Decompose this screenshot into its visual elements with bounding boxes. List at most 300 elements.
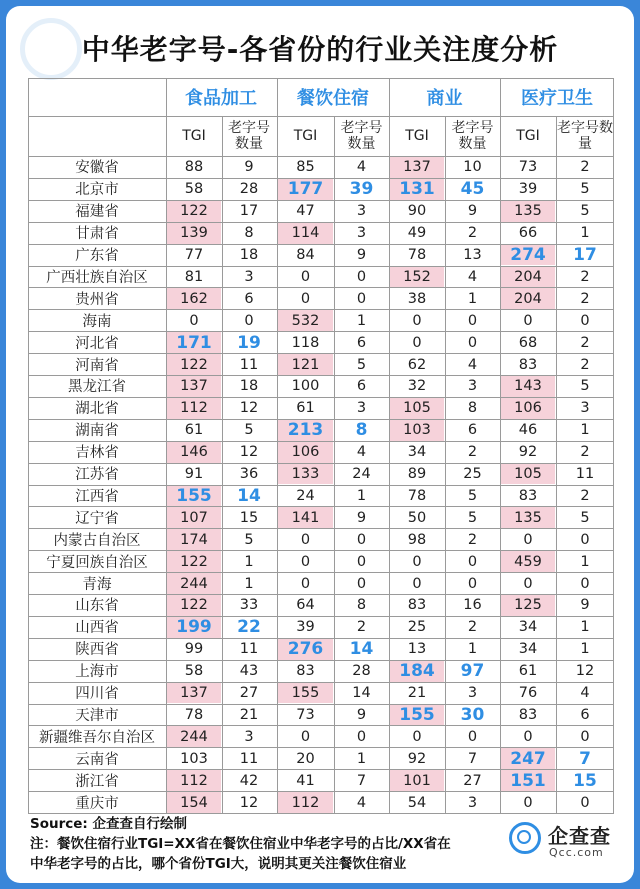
count-cell: 43 xyxy=(239,663,259,680)
row-rule xyxy=(28,244,614,245)
count-cell: 3 xyxy=(244,728,254,745)
province-label: 湖南省 xyxy=(75,423,119,440)
tgi-cell: 66 xyxy=(518,225,538,242)
count-cell: 9 xyxy=(467,203,478,220)
count-header: 老字号数量 xyxy=(451,120,494,152)
tgi-cell: 32 xyxy=(407,378,427,395)
brand-domain: Qcc.com xyxy=(549,846,604,859)
count-cell: 8 xyxy=(244,225,254,242)
tgi-cell: 62 xyxy=(407,356,427,373)
tgi-cell: 0 xyxy=(300,531,311,548)
count-cell: 28 xyxy=(352,663,371,680)
row-rule xyxy=(28,769,614,770)
row-rule xyxy=(28,725,614,726)
tgi-cell: 118 xyxy=(291,334,320,351)
subheader-rule xyxy=(28,116,614,117)
province-label: 上海市 xyxy=(75,664,119,681)
tgi-cell: 151 xyxy=(501,770,555,791)
province-label: 山西省 xyxy=(75,620,119,637)
count-cell: 27 xyxy=(239,685,259,702)
tgi-cell: 122 xyxy=(167,595,221,616)
count-cell: 2 xyxy=(580,444,590,461)
tgi-cell: 135 xyxy=(501,507,555,528)
tgi-cell: 20 xyxy=(296,750,315,767)
count-cell: 1 xyxy=(580,422,590,439)
count-cell: 5 xyxy=(467,509,478,526)
row-rule xyxy=(28,375,614,376)
province-label: 贵州省 xyxy=(75,291,119,308)
tgi-cell: 137 xyxy=(167,683,221,704)
tgi-cell: 98 xyxy=(407,531,427,548)
tgi-cell: 532 xyxy=(278,310,333,331)
tgi-cell: 184 xyxy=(390,661,444,682)
tgi-cell: 0 xyxy=(412,728,422,745)
tgi-cell: 83 xyxy=(407,597,427,614)
tgi-cell: 99 xyxy=(184,641,204,658)
count-cell: 0 xyxy=(467,575,478,592)
count-cell: 2 xyxy=(580,487,590,504)
tgi-cell: 171 xyxy=(167,332,221,353)
qcc-logo-inner-icon xyxy=(517,830,531,844)
tgi-cell: 24 xyxy=(296,487,315,504)
row-rule xyxy=(28,266,614,267)
count-cell: 2 xyxy=(467,444,478,461)
row-rule xyxy=(28,156,614,157)
count-cell: 1 xyxy=(580,619,590,636)
count-cell: 0 xyxy=(580,794,590,811)
tgi-cell: 146 xyxy=(167,442,221,463)
tgi-header: TGI xyxy=(405,128,429,144)
count-cell: 0 xyxy=(580,531,590,548)
count-cell: 4 xyxy=(356,159,367,176)
tgi-cell: 49 xyxy=(407,225,427,242)
province-label: 云南省 xyxy=(75,751,119,768)
tgi-cell: 61 xyxy=(184,422,204,439)
province-label: 湖北省 xyxy=(75,401,119,418)
count-cell: 4 xyxy=(356,794,367,811)
province-label: 四川省 xyxy=(75,686,119,703)
count-cell: 45 xyxy=(460,179,485,200)
col-rule xyxy=(277,78,278,813)
count-cell: 9 xyxy=(356,706,367,723)
row-rule xyxy=(28,638,614,639)
row-rule xyxy=(28,747,614,748)
tgi-cell: 114 xyxy=(278,223,333,244)
row-rule xyxy=(28,441,614,442)
tgi-cell: 41 xyxy=(296,772,315,789)
tgi-cell: 54 xyxy=(407,794,427,811)
tgi-cell: 204 xyxy=(501,267,555,288)
count-cell: 18 xyxy=(239,378,259,395)
count-cell: 24 xyxy=(352,466,371,483)
count-cell: 39 xyxy=(349,179,374,200)
tgi-cell: 177 xyxy=(278,179,333,200)
row-rule xyxy=(28,353,614,354)
count-cell: 11 xyxy=(239,750,259,767)
tgi-cell: 137 xyxy=(167,376,221,397)
tgi-cell: 0 xyxy=(300,553,311,570)
count-cell: 2 xyxy=(580,334,590,351)
count-cell: 19 xyxy=(237,332,261,353)
tgi-cell: 155 xyxy=(390,705,444,726)
count-cell: 5 xyxy=(244,422,254,439)
tgi-cell: 101 xyxy=(390,770,444,791)
tgi-cell: 0 xyxy=(300,290,311,307)
count-cell: 27 xyxy=(463,772,482,789)
tgi-cell: 92 xyxy=(518,444,538,461)
tgi-cell: 58 xyxy=(184,663,204,680)
tgi-cell: 247 xyxy=(501,748,555,769)
row-rule xyxy=(28,463,614,464)
count-cell: 0 xyxy=(356,268,367,285)
tgi-header: TGI xyxy=(182,128,206,144)
tgi-cell: 61 xyxy=(296,400,315,417)
province-label: 宁夏回族自治区 xyxy=(46,554,148,571)
province-label: 福建省 xyxy=(75,204,119,221)
tgi-cell: 155 xyxy=(167,486,221,507)
count-cell: 4 xyxy=(356,444,367,461)
count-cell: 14 xyxy=(237,485,261,506)
count-cell: 30 xyxy=(460,704,485,725)
count-cell: 0 xyxy=(580,312,590,329)
tgi-cell: 141 xyxy=(278,507,333,528)
header-top-rule xyxy=(28,78,614,79)
count-cell: 6 xyxy=(580,706,590,723)
tgi-cell: 0 xyxy=(523,312,533,329)
tgi-cell: 90 xyxy=(407,203,427,220)
province-label: 北京市 xyxy=(75,182,119,199)
tgi-cell: 34 xyxy=(518,619,538,636)
count-cell: 0 xyxy=(467,553,478,570)
count-cell: 12 xyxy=(575,663,595,680)
row-rule xyxy=(28,419,614,420)
count-cell: 0 xyxy=(467,312,478,329)
tgi-cell: 274 xyxy=(501,245,555,266)
count-cell: 1 xyxy=(244,553,254,570)
province-label: 河北省 xyxy=(75,335,119,352)
count-cell: 12 xyxy=(239,794,259,811)
count-cell: 1 xyxy=(580,641,590,658)
count-cell: 5 xyxy=(580,203,590,220)
province-label: 海南 xyxy=(82,313,112,330)
row-rule xyxy=(28,528,614,529)
tgi-cell: 0 xyxy=(412,312,422,329)
count-cell: 0 xyxy=(580,728,590,745)
count-cell: 21 xyxy=(239,706,259,723)
province-label: 吉林省 xyxy=(75,445,119,462)
tgi-cell: 46 xyxy=(518,422,538,439)
province-label: 天津市 xyxy=(75,707,119,724)
province-label: 广西壮族自治区 xyxy=(46,269,148,286)
industry-header: 商业 xyxy=(426,88,463,109)
count-cell: 3 xyxy=(467,378,478,395)
tgi-cell: 73 xyxy=(296,706,315,723)
count-cell: 6 xyxy=(244,290,254,307)
count-cell: 7 xyxy=(579,748,591,769)
tgi-cell: 199 xyxy=(167,617,221,638)
count-cell: 4 xyxy=(467,356,478,373)
count-cell: 1 xyxy=(467,641,478,658)
row-rule xyxy=(28,594,614,595)
count-cell: 15 xyxy=(239,509,259,526)
tgi-cell: 133 xyxy=(278,464,333,485)
tgi-cell: 244 xyxy=(167,573,221,594)
tgi-cell: 0 xyxy=(523,575,533,592)
count-header: 老字号数量 xyxy=(557,120,613,152)
tgi-cell: 78 xyxy=(184,706,204,723)
tgi-cell: 39 xyxy=(296,619,315,636)
tgi-cell: 0 xyxy=(523,728,533,745)
tgi-cell: 21 xyxy=(407,685,427,702)
tgi-cell: 112 xyxy=(167,398,221,419)
province-label: 重庆市 xyxy=(75,795,119,812)
count-cell: 0 xyxy=(356,728,367,745)
tgi-cell: 131 xyxy=(390,179,444,200)
count-cell: 18 xyxy=(239,247,259,264)
count-cell: 0 xyxy=(244,312,254,329)
count-cell: 2 xyxy=(580,290,590,307)
tgi-cell: 92 xyxy=(407,750,427,767)
count-cell: 3 xyxy=(356,203,367,220)
note-line-2: 中华老字号的占比，哪个省份TGI大，说明其更关注餐饮住宿业 xyxy=(30,856,407,872)
count-cell: 3 xyxy=(244,268,254,285)
tgi-cell: 154 xyxy=(167,792,221,813)
count-cell: 8 xyxy=(467,400,478,417)
count-cell: 17 xyxy=(239,203,259,220)
tgi-cell: 122 xyxy=(167,551,221,572)
tgi-cell: 112 xyxy=(278,792,333,813)
count-cell: 8 xyxy=(355,420,368,441)
row-rule xyxy=(28,397,614,398)
tgi-cell: 85 xyxy=(296,159,315,176)
count-cell: 4 xyxy=(580,685,590,702)
col-rule xyxy=(166,78,167,813)
count-cell: 9 xyxy=(580,597,590,614)
count-header: 老字号数量 xyxy=(228,120,270,152)
tgi-cell: 77 xyxy=(184,247,204,264)
col-rule xyxy=(28,78,29,813)
province-label: 浙江省 xyxy=(75,773,119,790)
tgi-cell: 47 xyxy=(296,203,315,220)
tgi-header: TGI xyxy=(293,128,318,144)
count-cell: 1 xyxy=(467,290,478,307)
tgi-cell: 83 xyxy=(518,487,538,504)
tgi-cell: 103 xyxy=(180,750,208,767)
tgi-cell: 155 xyxy=(278,683,333,704)
tgi-cell: 0 xyxy=(412,334,422,351)
tgi-cell: 459 xyxy=(501,551,555,572)
province-label: 青海 xyxy=(82,576,112,593)
tgi-cell: 38 xyxy=(407,290,427,307)
tgi-cell: 58 xyxy=(184,181,204,198)
count-cell: 1 xyxy=(244,575,254,592)
tgi-cell: 81 xyxy=(184,268,204,285)
count-cell: 0 xyxy=(580,575,590,592)
tgi-cell: 39 xyxy=(518,181,538,198)
count-cell: 14 xyxy=(352,685,371,702)
tgi-cell: 0 xyxy=(300,575,311,592)
count-cell: 2 xyxy=(356,619,367,636)
row-rule xyxy=(28,485,614,486)
count-cell: 3 xyxy=(467,794,478,811)
tgi-cell: 50 xyxy=(407,509,427,526)
tgi-cell: 125 xyxy=(501,595,555,616)
count-cell: 0 xyxy=(356,290,367,307)
count-cell: 1 xyxy=(580,553,590,570)
tgi-cell: 0 xyxy=(300,268,311,285)
count-cell: 2 xyxy=(467,531,478,548)
count-cell: 9 xyxy=(356,247,367,264)
tgi-cell: 152 xyxy=(390,267,444,288)
count-cell: 12 xyxy=(239,444,259,461)
row-rule xyxy=(28,572,614,573)
tgi-cell: 135 xyxy=(501,201,555,222)
note-line-1: 注：餐饮住宿行业TGI=XX省在餐饮住宿业中华老字号的占比/XX省在 xyxy=(30,836,451,852)
count-cell: 3 xyxy=(356,400,367,417)
col-rule xyxy=(222,116,223,813)
count-cell: 1 xyxy=(356,750,367,767)
tgi-cell: 0 xyxy=(523,794,533,811)
tgi-cell: 106 xyxy=(278,442,333,463)
tgi-cell: 91 xyxy=(184,466,204,483)
count-cell: 28 xyxy=(239,181,259,198)
province-label: 内蒙古自治区 xyxy=(53,532,141,549)
count-cell: 22 xyxy=(237,617,261,638)
count-cell: 97 xyxy=(460,661,485,682)
tgi-cell: 0 xyxy=(412,553,422,570)
tgi-cell: 213 xyxy=(278,420,333,441)
row-rule xyxy=(28,200,614,201)
tgi-cell: 73 xyxy=(518,159,538,176)
tgi-cell: 64 xyxy=(296,597,315,614)
count-header: 老字号数量 xyxy=(340,120,383,152)
count-cell: 5 xyxy=(244,531,254,548)
count-cell: 15 xyxy=(573,770,597,791)
tgi-cell: 107 xyxy=(167,507,221,528)
row-rule xyxy=(28,178,614,179)
count-cell: 3 xyxy=(580,400,590,417)
province-label: 山东省 xyxy=(75,598,119,615)
col-rule xyxy=(334,116,335,813)
tgi-cell: 103 xyxy=(390,420,444,441)
col-rule xyxy=(389,78,390,813)
count-cell: 2 xyxy=(580,159,590,176)
tgi-header: TGI xyxy=(516,128,540,144)
tgi-cell: 105 xyxy=(501,464,555,485)
industry-header: 食品加工 xyxy=(185,88,257,109)
tgi-cell: 78 xyxy=(407,247,427,264)
industry-header: 医疗卫生 xyxy=(521,88,593,109)
count-cell: 17 xyxy=(573,245,597,266)
tgi-cell: 137 xyxy=(390,157,444,178)
count-cell: 10 xyxy=(463,159,482,176)
source-text: Source: 企查查自行绘制 xyxy=(30,816,188,832)
tgi-cell: 112 xyxy=(167,770,221,791)
province-label: 江西省 xyxy=(75,488,119,505)
count-cell: 33 xyxy=(239,597,259,614)
tgi-cell: 83 xyxy=(518,706,538,723)
tgi-cell: 276 xyxy=(278,639,333,660)
tgi-cell: 162 xyxy=(167,288,221,309)
count-cell: 6 xyxy=(467,422,478,439)
row-rule xyxy=(28,309,614,310)
count-cell: 5 xyxy=(356,356,367,373)
tgi-cell: 13 xyxy=(407,641,427,658)
province-label: 甘肃省 xyxy=(75,226,119,243)
province-label: 安徽省 xyxy=(75,160,119,177)
count-cell: 6 xyxy=(356,334,367,351)
tgi-cell: 89 xyxy=(407,466,427,483)
tgi-cell: 105 xyxy=(390,398,444,419)
tgi-cell: 0 xyxy=(523,531,533,548)
count-cell: 11 xyxy=(239,641,259,658)
count-cell: 2 xyxy=(580,268,590,285)
count-cell: 25 xyxy=(463,466,482,483)
count-cell: 3 xyxy=(356,225,367,242)
tgi-cell: 121 xyxy=(278,354,333,375)
row-rule xyxy=(28,704,614,705)
tgi-cell: 76 xyxy=(518,685,538,702)
count-cell: 14 xyxy=(349,639,374,660)
count-cell: 0 xyxy=(467,334,478,351)
count-cell: 0 xyxy=(467,728,478,745)
count-cell: 0 xyxy=(356,575,367,592)
count-cell: 5 xyxy=(580,181,590,198)
count-cell: 11 xyxy=(239,356,259,373)
count-cell: 36 xyxy=(239,466,259,483)
count-cell: 3 xyxy=(467,685,478,702)
tgi-cell: 61 xyxy=(518,663,538,680)
row-rule xyxy=(28,506,614,507)
tgi-cell: 68 xyxy=(518,334,538,351)
tgi-cell: 0 xyxy=(300,728,311,745)
row-rule xyxy=(28,331,614,332)
tgi-cell: 88 xyxy=(184,159,204,176)
province-label: 陕西省 xyxy=(75,642,119,659)
chart-title: 中华老字号-各省份的行业关注度分析 xyxy=(81,33,559,66)
row-rule xyxy=(28,550,614,551)
province-label: 黑龙江省 xyxy=(68,379,126,396)
province-label: 新疆维吾尔自治区 xyxy=(39,729,155,746)
count-cell: 5 xyxy=(467,487,478,504)
count-cell: 9 xyxy=(244,159,254,176)
count-cell: 1 xyxy=(580,225,590,242)
count-cell: 5 xyxy=(580,378,590,395)
count-cell: 2 xyxy=(467,619,478,636)
count-cell: 16 xyxy=(463,597,482,614)
row-rule xyxy=(28,660,614,661)
tgi-cell: 84 xyxy=(296,247,315,264)
tgi-cell: 34 xyxy=(518,641,538,658)
tgi-cell: 0 xyxy=(189,312,199,329)
tgi-cell: 122 xyxy=(167,354,221,375)
row-rule xyxy=(28,616,614,617)
count-cell: 5 xyxy=(580,509,590,526)
tgi-cell: 34 xyxy=(407,444,427,461)
count-cell: 6 xyxy=(356,378,367,395)
tgi-cell: 25 xyxy=(407,619,427,636)
count-cell: 1 xyxy=(356,312,367,329)
tgi-cell: 122 xyxy=(167,201,221,222)
province-label: 江苏省 xyxy=(75,467,119,484)
col-rule xyxy=(613,78,614,813)
tgi-cell: 244 xyxy=(167,726,221,747)
col-rule xyxy=(500,78,501,813)
count-cell: 8 xyxy=(356,597,367,614)
count-cell: 9 xyxy=(356,509,367,526)
count-cell: 4 xyxy=(467,268,478,285)
province-label: 辽宁省 xyxy=(75,510,119,527)
